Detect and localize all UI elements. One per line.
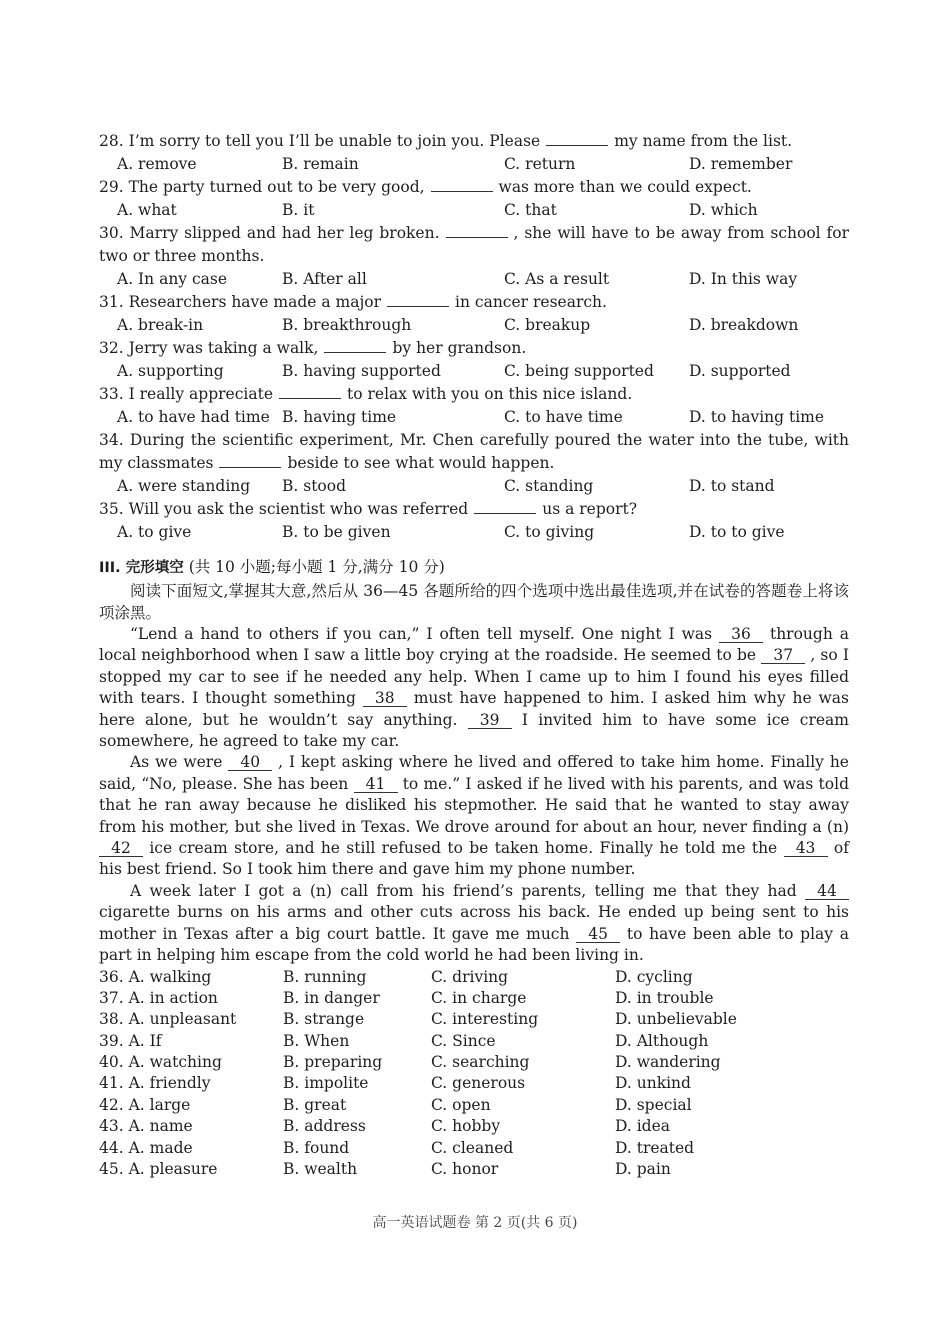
question (99, 222, 849, 291)
cloze-option: D. treated (615, 1138, 695, 1157)
answer-option: B. having time (282, 408, 397, 426)
question (99, 176, 849, 222)
stem-text: us a report? (542, 500, 638, 518)
cloze-option-row (99, 1095, 849, 1116)
passage-text: I invited him to have some ice cream somewhere, he agreed to take my car. (99, 710, 849, 751)
stem-text: my name from the list. (614, 132, 793, 150)
passage-text: to have been able to play a part in helping him escape from the cold world he had been living in. (99, 924, 849, 965)
cloze-option: D. Although (615, 1031, 709, 1050)
passage-text: must have happened to him. I asked him why he was here alone, but he wouldn’t say anything. (99, 689, 849, 729)
numbered-blank: 40 (228, 754, 272, 771)
answer-option: D. In this way (689, 270, 798, 288)
numbered-blank: 39 (468, 712, 512, 729)
answer-option: B. it (282, 201, 315, 219)
cloze-option: D. wandering (615, 1053, 721, 1072)
stem-text: 34. During the scientific experiment, Mr. Chen carefully poured the water into the tube, with my classmates (99, 431, 849, 472)
answer-option: C. to have time (504, 408, 623, 426)
cloze-option-row (99, 967, 849, 988)
cloze-option: C. honor (431, 1160, 499, 1179)
question-stem (99, 337, 849, 360)
cloze-option: C. hobby (431, 1117, 501, 1136)
cloze-option: D. unbelievable (615, 1010, 737, 1029)
passage-text: ice cream store, and he still refused to be taken home. Finally he told me the (149, 839, 778, 858)
cloze-option: D. special (615, 1095, 692, 1114)
stem-text: 35. Will you ask the scientist who was referred (99, 500, 469, 518)
cloze-option: B. wealth (283, 1160, 358, 1179)
stem-text: , she will have to be away from school for two or three months. (99, 224, 849, 265)
exam-page (99, 130, 849, 1180)
cloze-option: 38. A. unpleasant (99, 1010, 237, 1029)
cloze-option-row (99, 1116, 849, 1137)
stem-text: 31. Researchers have made a major (99, 293, 382, 311)
answer-option: A. to have had time (117, 408, 270, 426)
question (99, 337, 849, 383)
cloze-option: C. cleaned (431, 1138, 514, 1157)
passage-text: to me.” I asked if he lived with his parents, and was told that he ran away because he disliked his stepmother. He said that he wanted to stay away from his mother, but she lived in Texas. We drove around for about an hour, never finding a (n) (99, 774, 849, 836)
answer-option: C. return (504, 155, 576, 173)
numbered-blank: 42 (99, 840, 143, 857)
answer-option: D. to stand (689, 477, 775, 495)
section-instruction: 阅读下面短文,掌握其大意,然后从 36—45 各题所给的四个选项中选出最佳选项,并在试卷的答题卷上将该项涂黑。 (99, 582, 849, 622)
cloze-option: B. found (283, 1138, 350, 1157)
cloze-option: B. running (283, 967, 367, 986)
cloze-option: C. Since (431, 1031, 496, 1050)
answer-option: D. remember (689, 155, 793, 173)
cloze-option: C. generous (431, 1074, 526, 1093)
question (99, 429, 849, 498)
numbered-blank: 45 (576, 926, 620, 943)
answer-blank (219, 452, 281, 468)
question-stem (99, 130, 849, 153)
cloze-option: C. searching (431, 1053, 530, 1072)
answer-option: D. supported (689, 362, 791, 380)
answer-blank (324, 337, 386, 353)
passage-text: through a local neighborhood when I saw a little boy crying at the roadside. He seemed to be (99, 625, 849, 665)
cloze-option: 36. A. walking (99, 967, 212, 986)
question (99, 291, 849, 337)
answer-option: D. which (689, 201, 758, 219)
question-stem (99, 383, 849, 406)
cloze-option: 40. A. watching (99, 1053, 222, 1072)
cloze-option: B. in danger (283, 988, 380, 1007)
question (99, 130, 849, 176)
passage-text: , so I stopped my car to see if he needed any help. When I came up to him I found his eyes filled with tears. I thought something (99, 646, 849, 708)
numbered-blank: 38 (363, 690, 407, 707)
answer-blank (474, 498, 536, 514)
passage-paragraph (99, 624, 849, 752)
passage-text: “Lend a hand to others if you can,” I often tell myself. One night I was (130, 625, 713, 643)
passage-paragraph (99, 752, 849, 880)
cloze-option: C. open (431, 1095, 491, 1114)
answer-option: B. remain (282, 155, 359, 173)
cloze-option: B. When (283, 1031, 350, 1050)
question (99, 383, 849, 429)
stem-text: 29. The party turned out to be very good, (99, 178, 425, 196)
cloze-option: D. cycling (615, 967, 693, 986)
stem-text: 28. I’m sorry to tell you I’ll be unable to join you. Please (99, 132, 541, 150)
answer-option: A. were standing (117, 477, 251, 495)
stem-text: 30. Marry slipped and had her leg broken. (99, 224, 440, 242)
cloze-option-row (99, 1052, 849, 1073)
passage-text: cigarette burns on his arms and other cuts across his back. He ended up being sent to his mother in Texas after a big court battle. It gave me much (99, 903, 849, 943)
passage-text: , I kept asking where he lived and offered to take him home. Finally he said, “No, please. She has been (99, 753, 849, 793)
stem-text: to relax with you on this nice island. (347, 385, 633, 403)
cloze-option: B. strange (283, 1010, 365, 1029)
answer-options (99, 314, 849, 337)
question-stem (99, 498, 849, 521)
answer-options (99, 360, 849, 383)
answer-option: B. having supported (282, 362, 441, 380)
question-stem (99, 222, 849, 268)
stem-text: 32. Jerry was taking a walk, (99, 339, 319, 357)
question-stem (99, 291, 849, 314)
cloze-option: C. interesting (431, 1010, 539, 1029)
cloze-option: 42. A. large (99, 1095, 191, 1114)
section-heading (99, 556, 849, 580)
answer-blank (279, 383, 341, 399)
cloze-option: 41. A. friendly (99, 1074, 211, 1093)
page-footer: 高一英语试题卷 第 2 页(共 6 页) (372, 1215, 578, 1231)
cloze-options-grid (99, 967, 849, 1181)
multiple-choice-section (99, 130, 849, 544)
cloze-option: B. address (283, 1117, 366, 1136)
passage-text: A week later I got a (n) call from his friend’s parents, telling me that they had (130, 881, 797, 900)
answer-option: D. to to give (689, 523, 785, 541)
cloze-option: D. idea (615, 1117, 671, 1136)
cloze-option: B. great (283, 1095, 347, 1114)
cloze-option: B. preparing (283, 1053, 383, 1072)
cloze-option: 37. A. in action (99, 988, 218, 1007)
numbered-blank: 44 (805, 883, 849, 900)
stem-text: by her grandson. (392, 339, 527, 357)
section-title: III. 完形填空 (99, 560, 184, 576)
passage-paragraph (99, 881, 849, 967)
cloze-option: C. in charge (431, 988, 527, 1007)
answer-option: C. As a result (504, 270, 610, 288)
answer-options (99, 475, 849, 498)
cloze-option: 39. A. If (99, 1031, 162, 1050)
cloze-option: D. in trouble (615, 988, 714, 1007)
answer-option: B. stood (282, 477, 347, 495)
answer-options (99, 268, 849, 291)
cloze-option: C. driving (431, 967, 509, 986)
passage-text: As we were (130, 753, 223, 772)
question-stem (99, 429, 849, 475)
stem-text: was more than we could expect. (498, 178, 752, 196)
cloze-option: 45. A. pleasure (99, 1160, 218, 1179)
answer-option: A. to give (117, 523, 192, 541)
cloze-option-row (99, 1073, 849, 1094)
answer-options (99, 406, 849, 429)
answer-blank (446, 222, 508, 238)
stem-text: beside to see what would happen. (287, 454, 555, 472)
answer-option: C. to giving (504, 523, 595, 541)
answer-option: C. that (504, 201, 557, 219)
question-stem (99, 176, 849, 199)
numbered-blank: 43 (784, 840, 828, 857)
numbered-blank: 36 (719, 626, 763, 643)
cloze-option: 43. A. name (99, 1117, 193, 1136)
answer-option: D. to having time (689, 408, 825, 426)
question (99, 498, 849, 544)
answer-option: C. standing (504, 477, 594, 495)
answer-option: A. break-in (117, 316, 204, 334)
cloze-passage (99, 624, 849, 967)
answer-option: B. After all (282, 270, 367, 288)
answer-option: A. remove (117, 155, 197, 173)
cloze-option-row (99, 1031, 849, 1052)
cloze-option: D. pain (615, 1160, 671, 1179)
cloze-option-row (99, 988, 849, 1009)
cloze-option-row (99, 1138, 849, 1159)
cloze-option: D. unkind (615, 1074, 691, 1093)
cloze-option: B. impolite (283, 1074, 369, 1093)
stem-text: in cancer research. (455, 293, 607, 311)
answer-option: A. supporting (117, 362, 224, 380)
answer-option: C. being supported (504, 362, 654, 380)
answer-option: B. breakthrough (282, 316, 412, 334)
answer-options (99, 199, 849, 222)
stem-text: 33. I really appreciate (99, 385, 273, 403)
cloze-option-row (99, 1159, 849, 1180)
cloze-option: 44. A. made (99, 1138, 193, 1157)
answer-blank (546, 130, 608, 146)
section-note: (共 10 小题;每小题 1 分,满分 10 分) (188, 558, 445, 576)
answer-option: D. breakdown (689, 316, 799, 334)
numbered-blank: 41 (354, 776, 398, 793)
passage-text: of his best friend. So I took him there and gave him my phone number. (99, 839, 849, 879)
answer-blank (387, 291, 449, 307)
answer-option: C. breakup (504, 316, 591, 334)
answer-blank (431, 176, 493, 192)
numbered-blank: 37 (761, 647, 805, 664)
cloze-option-row (99, 1009, 849, 1030)
answer-option: A. In any case (117, 270, 228, 288)
answer-option: A. what (117, 201, 177, 219)
answer-option: B. to be given (282, 523, 391, 541)
answer-options (99, 521, 849, 544)
answer-options (99, 153, 849, 176)
